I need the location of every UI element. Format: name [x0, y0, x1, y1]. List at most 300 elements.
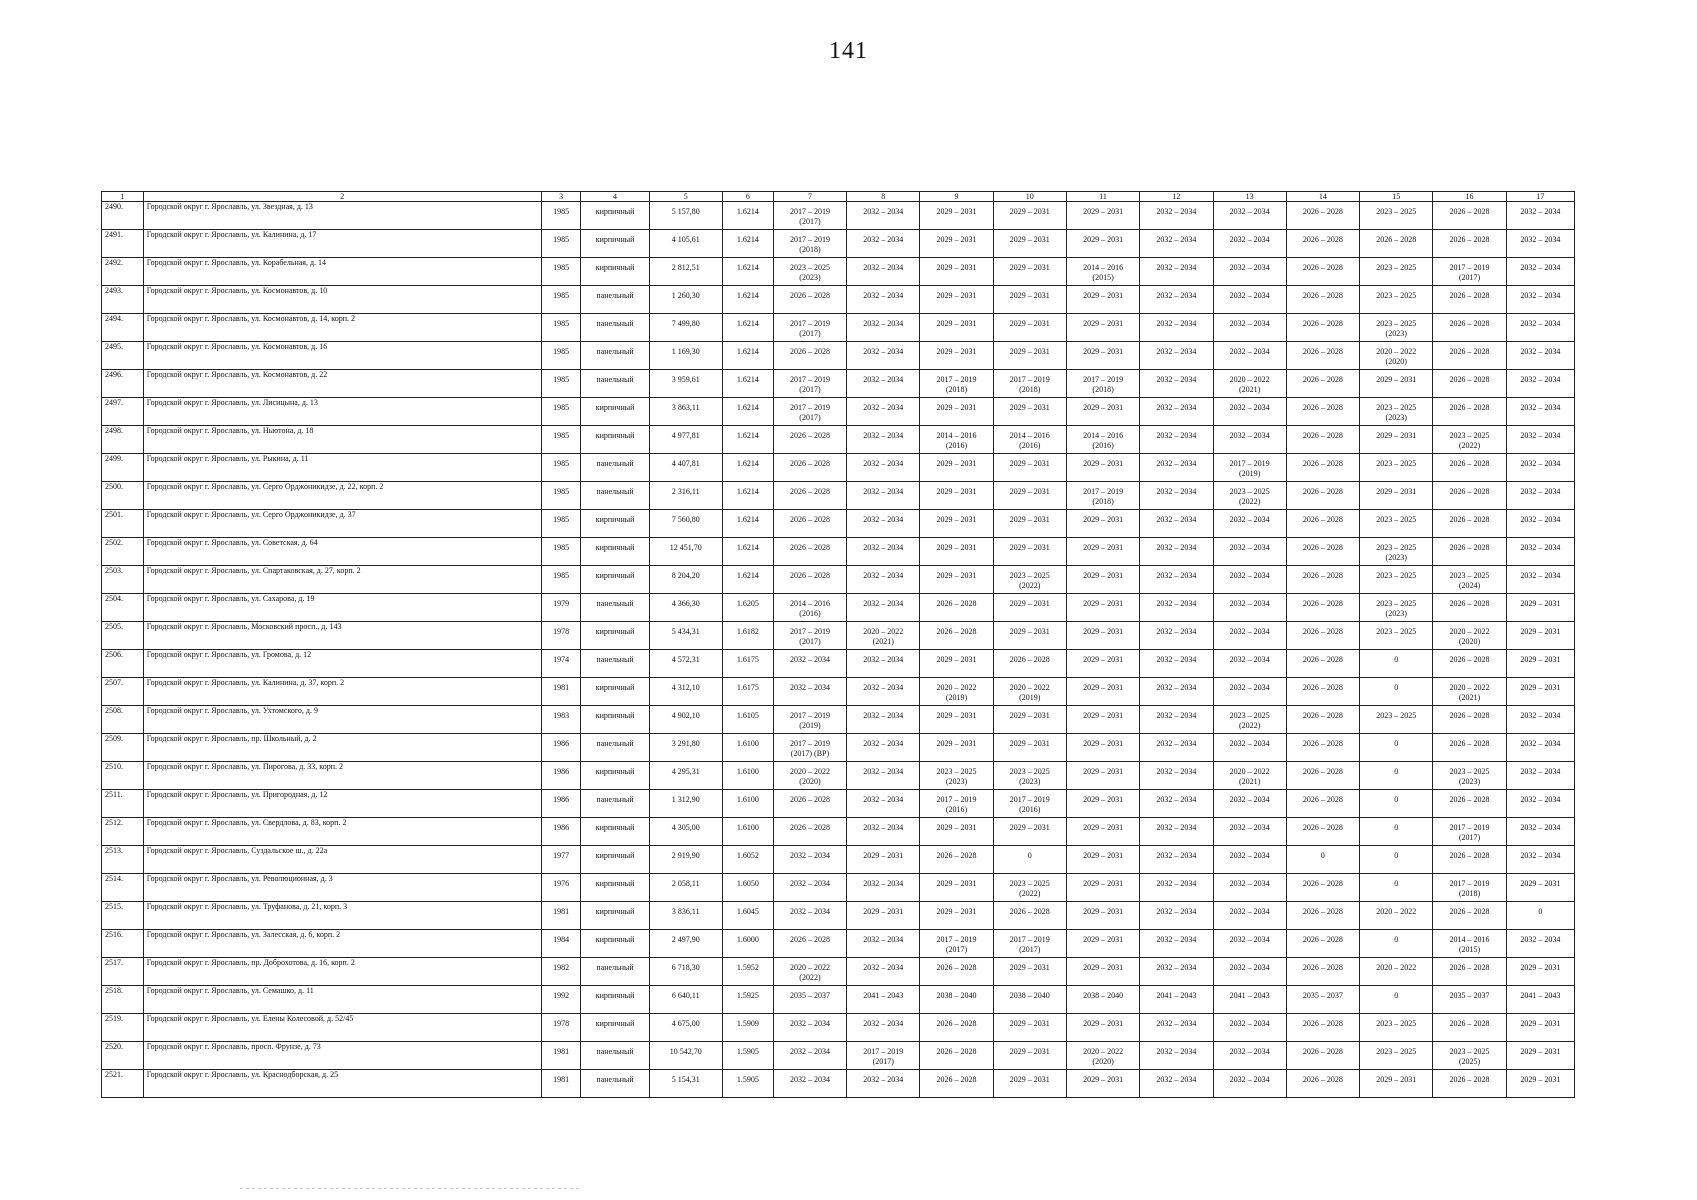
- period-cell: 2032 – 2034: [847, 314, 920, 342]
- year-cell: 1985: [541, 258, 581, 286]
- period-cell: 2032 – 2034: [1140, 762, 1213, 790]
- period-cell: 2026 – 2028: [1286, 398, 1359, 426]
- period-cell: 2032 – 2034: [1213, 510, 1286, 538]
- area-cell: 4 312,10: [649, 678, 722, 706]
- period-cell: 2026 – 2028: [920, 1014, 993, 1042]
- page-number: 141: [829, 38, 868, 64]
- period-cell: 2020 – 2022 (2021): [1213, 762, 1286, 790]
- address-cell: Городской округ г. Ярославль, ул. Труфанова, д. 21, корп. 3: [143, 902, 541, 930]
- period-cell: 2032 – 2034: [847, 454, 920, 482]
- coefficient-cell: 1.6214: [722, 454, 773, 482]
- year-cell: 1986: [541, 790, 581, 818]
- table-row: [102, 762, 1575, 790]
- coefficient-cell: 1.6050: [722, 874, 773, 902]
- period-cell: 2032 – 2034: [1213, 202, 1286, 230]
- period-cell: 2026 – 2028: [773, 286, 846, 314]
- period-cell: 2035 – 2037: [1433, 986, 1506, 1014]
- period-cell: 2026 – 2028: [1433, 538, 1506, 566]
- column-header: 15: [1360, 192, 1433, 202]
- period-cell: 2032 – 2034: [1213, 622, 1286, 650]
- table-row: [102, 398, 1575, 426]
- row-number: 2494.: [102, 314, 144, 342]
- period-cell: 2032 – 2034: [1140, 594, 1213, 622]
- period-cell: 2023 – 2025 (2023): [773, 258, 846, 286]
- period-cell: 2026 – 2028: [1433, 230, 1506, 258]
- period-cell: 2032 – 2034: [1140, 538, 1213, 566]
- area-cell: 4 977,81: [649, 426, 722, 454]
- period-cell: 2029 – 2031: [1066, 202, 1139, 230]
- period-cell: 2029 – 2031: [1066, 762, 1139, 790]
- period-cell: 2032 – 2034: [1140, 678, 1213, 706]
- period-cell: 2026 – 2028: [773, 790, 846, 818]
- table-row: [102, 846, 1575, 874]
- row-number: 2502.: [102, 538, 144, 566]
- coefficient-cell: 1.6214: [722, 258, 773, 286]
- address-cell: Городской округ г. Ярославль, ул. Серго Орджоникидзе, д. 22, корп. 2: [143, 482, 541, 510]
- period-cell: 2029 – 2031: [920, 230, 993, 258]
- table-row: [102, 1042, 1575, 1070]
- period-cell: 2020 – 2022 (2021): [1433, 678, 1506, 706]
- period-cell: 2029 – 2031: [993, 734, 1066, 762]
- period-cell: 2026 – 2028: [1286, 1070, 1359, 1098]
- period-cell: 2029 – 2031: [993, 342, 1066, 370]
- period-cell: 2023 – 2025: [1360, 622, 1433, 650]
- period-cell: 0: [1360, 846, 1433, 874]
- period-cell: 2026 – 2028: [920, 622, 993, 650]
- period-cell: 2029 – 2031: [920, 342, 993, 370]
- period-cell: 2020 – 2022 (2019): [993, 678, 1066, 706]
- period-cell: 2032 – 2034: [1506, 846, 1574, 874]
- period-cell: 2026 – 2028: [1433, 1014, 1506, 1042]
- address-cell: Городской округ г. Ярославль, ул. Краснодборская, д. 25: [143, 1070, 541, 1098]
- period-cell: 2029 – 2031: [1066, 398, 1139, 426]
- row-number: 2511.: [102, 790, 144, 818]
- period-cell: 2023 – 2025: [1360, 1042, 1433, 1070]
- period-cell: 2029 – 2031: [1506, 650, 1574, 678]
- period-cell: 2017 – 2019 (2016): [920, 790, 993, 818]
- table-row: [102, 454, 1575, 482]
- period-cell: 2017 – 2019 (2017): [847, 1042, 920, 1070]
- period-cell: 2023 – 2025 (2022): [993, 566, 1066, 594]
- material-cell: кирпичный: [581, 426, 649, 454]
- period-cell: 2029 – 2031: [920, 258, 993, 286]
- address-cell: Городской округ г. Ярославль, ул. Космонавтов, д. 10: [143, 286, 541, 314]
- period-cell: 2026 – 2028: [1286, 258, 1359, 286]
- period-cell: 2041 – 2043: [1506, 986, 1574, 1014]
- table-row: [102, 538, 1575, 566]
- period-cell: 2032 – 2034: [847, 426, 920, 454]
- period-cell: 2032 – 2034: [1213, 818, 1286, 846]
- period-cell: 2032 – 2034: [1506, 230, 1574, 258]
- row-number: 2510.: [102, 762, 144, 790]
- period-cell: 2029 – 2031: [920, 286, 993, 314]
- period-cell: 2026 – 2028: [773, 538, 846, 566]
- period-cell: 2017 – 2019 (2017) (ВР): [773, 734, 846, 762]
- table-row: [102, 678, 1575, 706]
- period-cell: 2032 – 2034: [847, 230, 920, 258]
- period-cell: 2032 – 2034: [847, 202, 920, 230]
- period-cell: 2014 – 2016 (2016): [773, 594, 846, 622]
- table-row: [102, 958, 1575, 986]
- period-cell: 0: [1360, 650, 1433, 678]
- column-header: 1: [102, 192, 144, 202]
- period-cell: 2032 – 2034: [773, 1014, 846, 1042]
- year-cell: 1985: [541, 314, 581, 342]
- period-cell: 2032 – 2034: [1213, 1070, 1286, 1098]
- address-cell: Городской округ г. Ярославль, ул. Серго Орджоникидзе, д. 37: [143, 510, 541, 538]
- period-cell: 2029 – 2031: [993, 958, 1066, 986]
- period-cell: 2032 – 2034: [1213, 314, 1286, 342]
- period-cell: 2023 – 2025: [1360, 258, 1433, 286]
- period-cell: 2017 – 2019 (2016): [993, 790, 1066, 818]
- coefficient-cell: 1.6000: [722, 930, 773, 958]
- period-cell: 2020 – 2022 (2021): [847, 622, 920, 650]
- row-number: 2495.: [102, 342, 144, 370]
- address-cell: Городской округ г. Ярославль, ул. Громова, д. 12: [143, 650, 541, 678]
- area-cell: 5 157,80: [649, 202, 722, 230]
- period-cell: 2029 – 2031: [1506, 594, 1574, 622]
- address-cell: Городской округ г. Ярославль, ул. Советская, д. 64: [143, 538, 541, 566]
- year-cell: 1985: [541, 482, 581, 510]
- period-cell: 2032 – 2034: [1213, 790, 1286, 818]
- period-cell: 2026 – 2028: [1433, 958, 1506, 986]
- column-header: 3: [541, 192, 581, 202]
- period-cell: 2032 – 2034: [847, 958, 920, 986]
- address-cell: Городской округ г. Ярославль, просп. Фрунзе, д. 73: [143, 1042, 541, 1070]
- period-cell: 2029 – 2031: [993, 1042, 1066, 1070]
- period-cell: 2032 – 2034: [1506, 258, 1574, 286]
- period-cell: 2029 – 2031: [993, 510, 1066, 538]
- period-cell: 2029 – 2031: [1066, 566, 1139, 594]
- year-cell: 1976: [541, 874, 581, 902]
- column-header: 2: [143, 192, 541, 202]
- period-cell: 2029 – 2031: [993, 398, 1066, 426]
- table-row: [102, 986, 1575, 1014]
- period-cell: 2026 – 2028: [1433, 314, 1506, 342]
- period-cell: 2029 – 2031: [993, 538, 1066, 566]
- area-cell: 5 154,31: [649, 1070, 722, 1098]
- period-cell: 2032 – 2034: [1506, 734, 1574, 762]
- area-cell: 10 542,70: [649, 1042, 722, 1070]
- period-cell: 2032 – 2034: [1140, 734, 1213, 762]
- period-cell: 2032 – 2034: [847, 706, 920, 734]
- period-cell: 2023 – 2025 (2024): [1433, 566, 1506, 594]
- material-cell: панельный: [581, 734, 649, 762]
- year-cell: 1984: [541, 930, 581, 958]
- coefficient-cell: 1.5952: [722, 958, 773, 986]
- table-row: [102, 370, 1575, 398]
- address-cell: Городской округ г. Ярославль, ул. Революционная, д. 3: [143, 874, 541, 902]
- period-cell: 2032 – 2034: [847, 258, 920, 286]
- year-cell: 1985: [541, 342, 581, 370]
- period-cell: 2029 – 2031: [993, 230, 1066, 258]
- period-cell: 2017 – 2019 (2017): [1433, 818, 1506, 846]
- period-cell: 2026 – 2028: [993, 902, 1066, 930]
- period-cell: 2032 – 2034: [1140, 1014, 1213, 1042]
- period-cell: 2032 – 2034: [1213, 258, 1286, 286]
- period-cell: 2017 – 2019 (2017): [773, 314, 846, 342]
- period-cell: 2026 – 2028: [1286, 902, 1359, 930]
- period-cell: 2017 – 2019 (2018): [773, 230, 846, 258]
- material-cell: панельный: [581, 594, 649, 622]
- row-number: 2513.: [102, 846, 144, 874]
- table-row: [102, 734, 1575, 762]
- period-cell: 2014 – 2016 (2015): [1433, 930, 1506, 958]
- period-cell: 2032 – 2034: [847, 594, 920, 622]
- period-cell: 2026 – 2028: [1433, 650, 1506, 678]
- address-cell: Городской округ г. Ярославль, ул. Корабельная, д. 14: [143, 258, 541, 286]
- period-cell: 2026 – 2028: [1433, 790, 1506, 818]
- period-cell: 2029 – 2031: [920, 818, 993, 846]
- period-cell: 2032 – 2034: [1506, 566, 1574, 594]
- period-cell: 2032 – 2034: [1140, 426, 1213, 454]
- period-cell: 2014 – 2016 (2016): [1066, 426, 1139, 454]
- period-cell: 2026 – 2028: [1433, 454, 1506, 482]
- period-cell: 2032 – 2034: [1506, 202, 1574, 230]
- period-cell: 2032 – 2034: [773, 678, 846, 706]
- period-cell: 2020 – 2022 (2020): [1066, 1042, 1139, 1070]
- row-number: 2491.: [102, 230, 144, 258]
- year-cell: 1992: [541, 986, 581, 1014]
- column-header: 14: [1286, 192, 1359, 202]
- address-cell: Городской округ г. Ярославль, ул. Сахарова, д. 19: [143, 594, 541, 622]
- period-cell: 2032 – 2034: [1213, 734, 1286, 762]
- period-cell: 2023 – 2025 (2022): [1213, 482, 1286, 510]
- area-cell: 4 902,10: [649, 706, 722, 734]
- area-cell: 3 291,80: [649, 734, 722, 762]
- period-cell: 2020 – 2022 (2022): [773, 958, 846, 986]
- year-cell: 1985: [541, 370, 581, 398]
- period-cell: 2032 – 2034: [1213, 930, 1286, 958]
- area-cell: 2 316,11: [649, 482, 722, 510]
- material-cell: панельный: [581, 370, 649, 398]
- material-cell: кирпичный: [581, 202, 649, 230]
- period-cell: 2029 – 2031: [1066, 286, 1139, 314]
- period-cell: 2029 – 2031: [1066, 454, 1139, 482]
- period-cell: 2017 – 2019 (2018): [920, 370, 993, 398]
- year-cell: 1985: [541, 286, 581, 314]
- period-cell: 2029 – 2031: [1066, 230, 1139, 258]
- column-header: 5: [649, 192, 722, 202]
- material-cell: кирпичный: [581, 510, 649, 538]
- coefficient-cell: 1.6175: [722, 650, 773, 678]
- period-cell: 2032 – 2034: [1140, 958, 1213, 986]
- period-cell: 2032 – 2034: [1506, 706, 1574, 734]
- area-cell: 4 366,30: [649, 594, 722, 622]
- period-cell: 2026 – 2028: [1286, 762, 1359, 790]
- table-row: [102, 566, 1575, 594]
- period-cell: 2029 – 2031: [993, 818, 1066, 846]
- period-cell: 2026 – 2028: [1286, 958, 1359, 986]
- area-cell: 2 812,51: [649, 258, 722, 286]
- period-cell: 0: [1360, 818, 1433, 846]
- year-cell: 1981: [541, 1042, 581, 1070]
- row-number: 2503.: [102, 566, 144, 594]
- coefficient-cell: 1.6214: [722, 286, 773, 314]
- period-cell: 2032 – 2034: [1140, 622, 1213, 650]
- period-cell: 2032 – 2034: [1140, 1070, 1213, 1098]
- period-cell: 2029 – 2031: [920, 314, 993, 342]
- address-cell: Городской округ г. Ярославль, ул. Пирогова, д. 33, корп. 2: [143, 762, 541, 790]
- period-cell: 2032 – 2034: [1213, 846, 1286, 874]
- period-cell: 2026 – 2028: [1286, 202, 1359, 230]
- address-cell: Городской округ г. Ярославль, ул. Рыкина, д. 11: [143, 454, 541, 482]
- period-cell: 2023 – 2025 (2023): [993, 762, 1066, 790]
- period-cell: 2026 – 2028: [1433, 706, 1506, 734]
- year-cell: 1986: [541, 734, 581, 762]
- period-cell: 2029 – 2031: [920, 706, 993, 734]
- period-cell: 2041 – 2043: [847, 986, 920, 1014]
- period-cell: 2032 – 2034: [1213, 286, 1286, 314]
- period-cell: 0: [993, 846, 1066, 874]
- period-cell: 2032 – 2034: [1213, 398, 1286, 426]
- coefficient-cell: 1.6214: [722, 398, 773, 426]
- table-row: [102, 342, 1575, 370]
- material-cell: панельный: [581, 454, 649, 482]
- column-header: 11: [1066, 192, 1139, 202]
- row-number: 2508.: [102, 706, 144, 734]
- period-cell: 2032 – 2034: [847, 790, 920, 818]
- material-cell: кирпичный: [581, 818, 649, 846]
- area-cell: 5 434,31: [649, 622, 722, 650]
- period-cell: 2029 – 2031: [1066, 874, 1139, 902]
- period-cell: 2026 – 2028: [773, 930, 846, 958]
- period-cell: 2026 – 2028: [1286, 594, 1359, 622]
- period-cell: 2032 – 2034: [1140, 706, 1213, 734]
- table-row: [102, 706, 1575, 734]
- address-cell: Городской округ г. Ярославль, ул. Елены Колесовой, д. 52/45: [143, 1014, 541, 1042]
- row-number: 2519.: [102, 1014, 144, 1042]
- material-cell: кирпичный: [581, 846, 649, 874]
- period-cell: 2032 – 2034: [1506, 482, 1574, 510]
- period-cell: 2032 – 2034: [1140, 790, 1213, 818]
- period-cell: 2032 – 2034: [1506, 538, 1574, 566]
- year-cell: 1985: [541, 202, 581, 230]
- period-cell: 2026 – 2028: [1286, 790, 1359, 818]
- period-cell: 2026 – 2028: [1286, 538, 1359, 566]
- year-cell: 1985: [541, 398, 581, 426]
- period-cell: 2017 – 2019 (2018): [1066, 482, 1139, 510]
- material-cell: кирпичный: [581, 762, 649, 790]
- period-cell: 2029 – 2031: [1066, 1014, 1139, 1042]
- material-cell: кирпичный: [581, 902, 649, 930]
- row-number: 2509.: [102, 734, 144, 762]
- coefficient-cell: 1.6052: [722, 846, 773, 874]
- period-cell: 2026 – 2028: [1286, 566, 1359, 594]
- address-cell: Городской округ г. Ярославль, ул. Лисицына, д. 13: [143, 398, 541, 426]
- year-cell: 1981: [541, 902, 581, 930]
- period-cell: 2029 – 2031: [993, 1014, 1066, 1042]
- period-cell: 2032 – 2034: [1506, 510, 1574, 538]
- area-cell: 7 499,80: [649, 314, 722, 342]
- period-cell: 2026 – 2028: [773, 426, 846, 454]
- table-row: [102, 314, 1575, 342]
- period-cell: 2026 – 2028: [773, 342, 846, 370]
- material-cell: панельный: [581, 1042, 649, 1070]
- period-cell: 2026 – 2028: [1286, 1042, 1359, 1070]
- period-cell: 2032 – 2034: [847, 650, 920, 678]
- period-cell: 2038 – 2040: [920, 986, 993, 1014]
- material-cell: панельный: [581, 790, 649, 818]
- period-cell: 0: [1286, 846, 1359, 874]
- year-cell: 1985: [541, 566, 581, 594]
- period-cell: 2026 – 2028: [1286, 622, 1359, 650]
- period-cell: 2032 – 2034: [847, 566, 920, 594]
- address-cell: Городской округ г. Ярославль, ул. Космонавтов, д. 16: [143, 342, 541, 370]
- material-cell: кирпичный: [581, 258, 649, 286]
- period-cell: 2029 – 2031: [1506, 1042, 1574, 1070]
- period-cell: 2017 – 2019 (2017): [773, 398, 846, 426]
- period-cell: 2026 – 2028: [773, 482, 846, 510]
- period-cell: 2023 – 2025 (2025): [1433, 1042, 1506, 1070]
- capital-repair-table: [101, 191, 1575, 1098]
- period-cell: 2032 – 2034: [1213, 958, 1286, 986]
- period-cell: 2032 – 2034: [773, 902, 846, 930]
- column-header: 16: [1433, 192, 1506, 202]
- period-cell: 2026 – 2028: [1286, 286, 1359, 314]
- period-cell: 2032 – 2034: [1140, 566, 1213, 594]
- year-cell: 1978: [541, 1014, 581, 1042]
- table-row: [102, 426, 1575, 454]
- period-cell: 2026 – 2028: [920, 958, 993, 986]
- period-cell: 2032 – 2034: [1140, 370, 1213, 398]
- row-number: 2517.: [102, 958, 144, 986]
- period-cell: 2041 – 2043: [1140, 986, 1213, 1014]
- table-row: [102, 258, 1575, 286]
- period-cell: 2026 – 2028: [1433, 846, 1506, 874]
- period-cell: 2032 – 2034: [1213, 1014, 1286, 1042]
- coefficient-cell: 1.6214: [722, 426, 773, 454]
- period-cell: 2029 – 2031: [993, 482, 1066, 510]
- column-header: 12: [1140, 192, 1213, 202]
- address-cell: Городской округ г. Ярославль, ул. Калинина, д. 17: [143, 230, 541, 258]
- period-cell: 2029 – 2031: [1066, 930, 1139, 958]
- period-cell: 2032 – 2034: [1140, 650, 1213, 678]
- period-cell: 2026 – 2028: [1286, 230, 1359, 258]
- period-cell: 2032 – 2034: [847, 538, 920, 566]
- coefficient-cell: 1.6214: [722, 230, 773, 258]
- period-cell: 2029 – 2031: [993, 594, 1066, 622]
- column-header: 17: [1506, 192, 1574, 202]
- coefficient-cell: 1.6205: [722, 594, 773, 622]
- area-cell: 1 312,90: [649, 790, 722, 818]
- period-cell: 2032 – 2034: [847, 818, 920, 846]
- coefficient-cell: 1.6100: [722, 734, 773, 762]
- period-cell: 2026 – 2028: [1433, 734, 1506, 762]
- row-number: 2492.: [102, 258, 144, 286]
- period-cell: 2032 – 2034: [847, 1070, 920, 1098]
- period-cell: 2026 – 2028: [1286, 930, 1359, 958]
- year-cell: 1985: [541, 230, 581, 258]
- period-cell: 2026 – 2028: [1433, 594, 1506, 622]
- period-cell: 2032 – 2034: [1506, 930, 1574, 958]
- material-cell: панельный: [581, 958, 649, 986]
- period-cell: 2032 – 2034: [1506, 426, 1574, 454]
- period-cell: 2029 – 2031: [1360, 370, 1433, 398]
- period-cell: 2029 – 2031: [1066, 818, 1139, 846]
- period-cell: 2032 – 2034: [1213, 566, 1286, 594]
- period-cell: 2023 – 2025 (2023): [1360, 538, 1433, 566]
- year-cell: 1982: [541, 958, 581, 986]
- period-cell: 2032 – 2034: [1506, 762, 1574, 790]
- period-cell: 2029 – 2031: [1066, 846, 1139, 874]
- coefficient-cell: 1.6214: [722, 510, 773, 538]
- period-cell: 2029 – 2031: [1360, 426, 1433, 454]
- period-cell: 2032 – 2034: [773, 874, 846, 902]
- coefficient-cell: 1.6100: [722, 762, 773, 790]
- period-cell: 2029 – 2031: [1506, 678, 1574, 706]
- address-cell: Городской округ г. Ярославль, ул. Свердлова, д. 83, корп. 2: [143, 818, 541, 846]
